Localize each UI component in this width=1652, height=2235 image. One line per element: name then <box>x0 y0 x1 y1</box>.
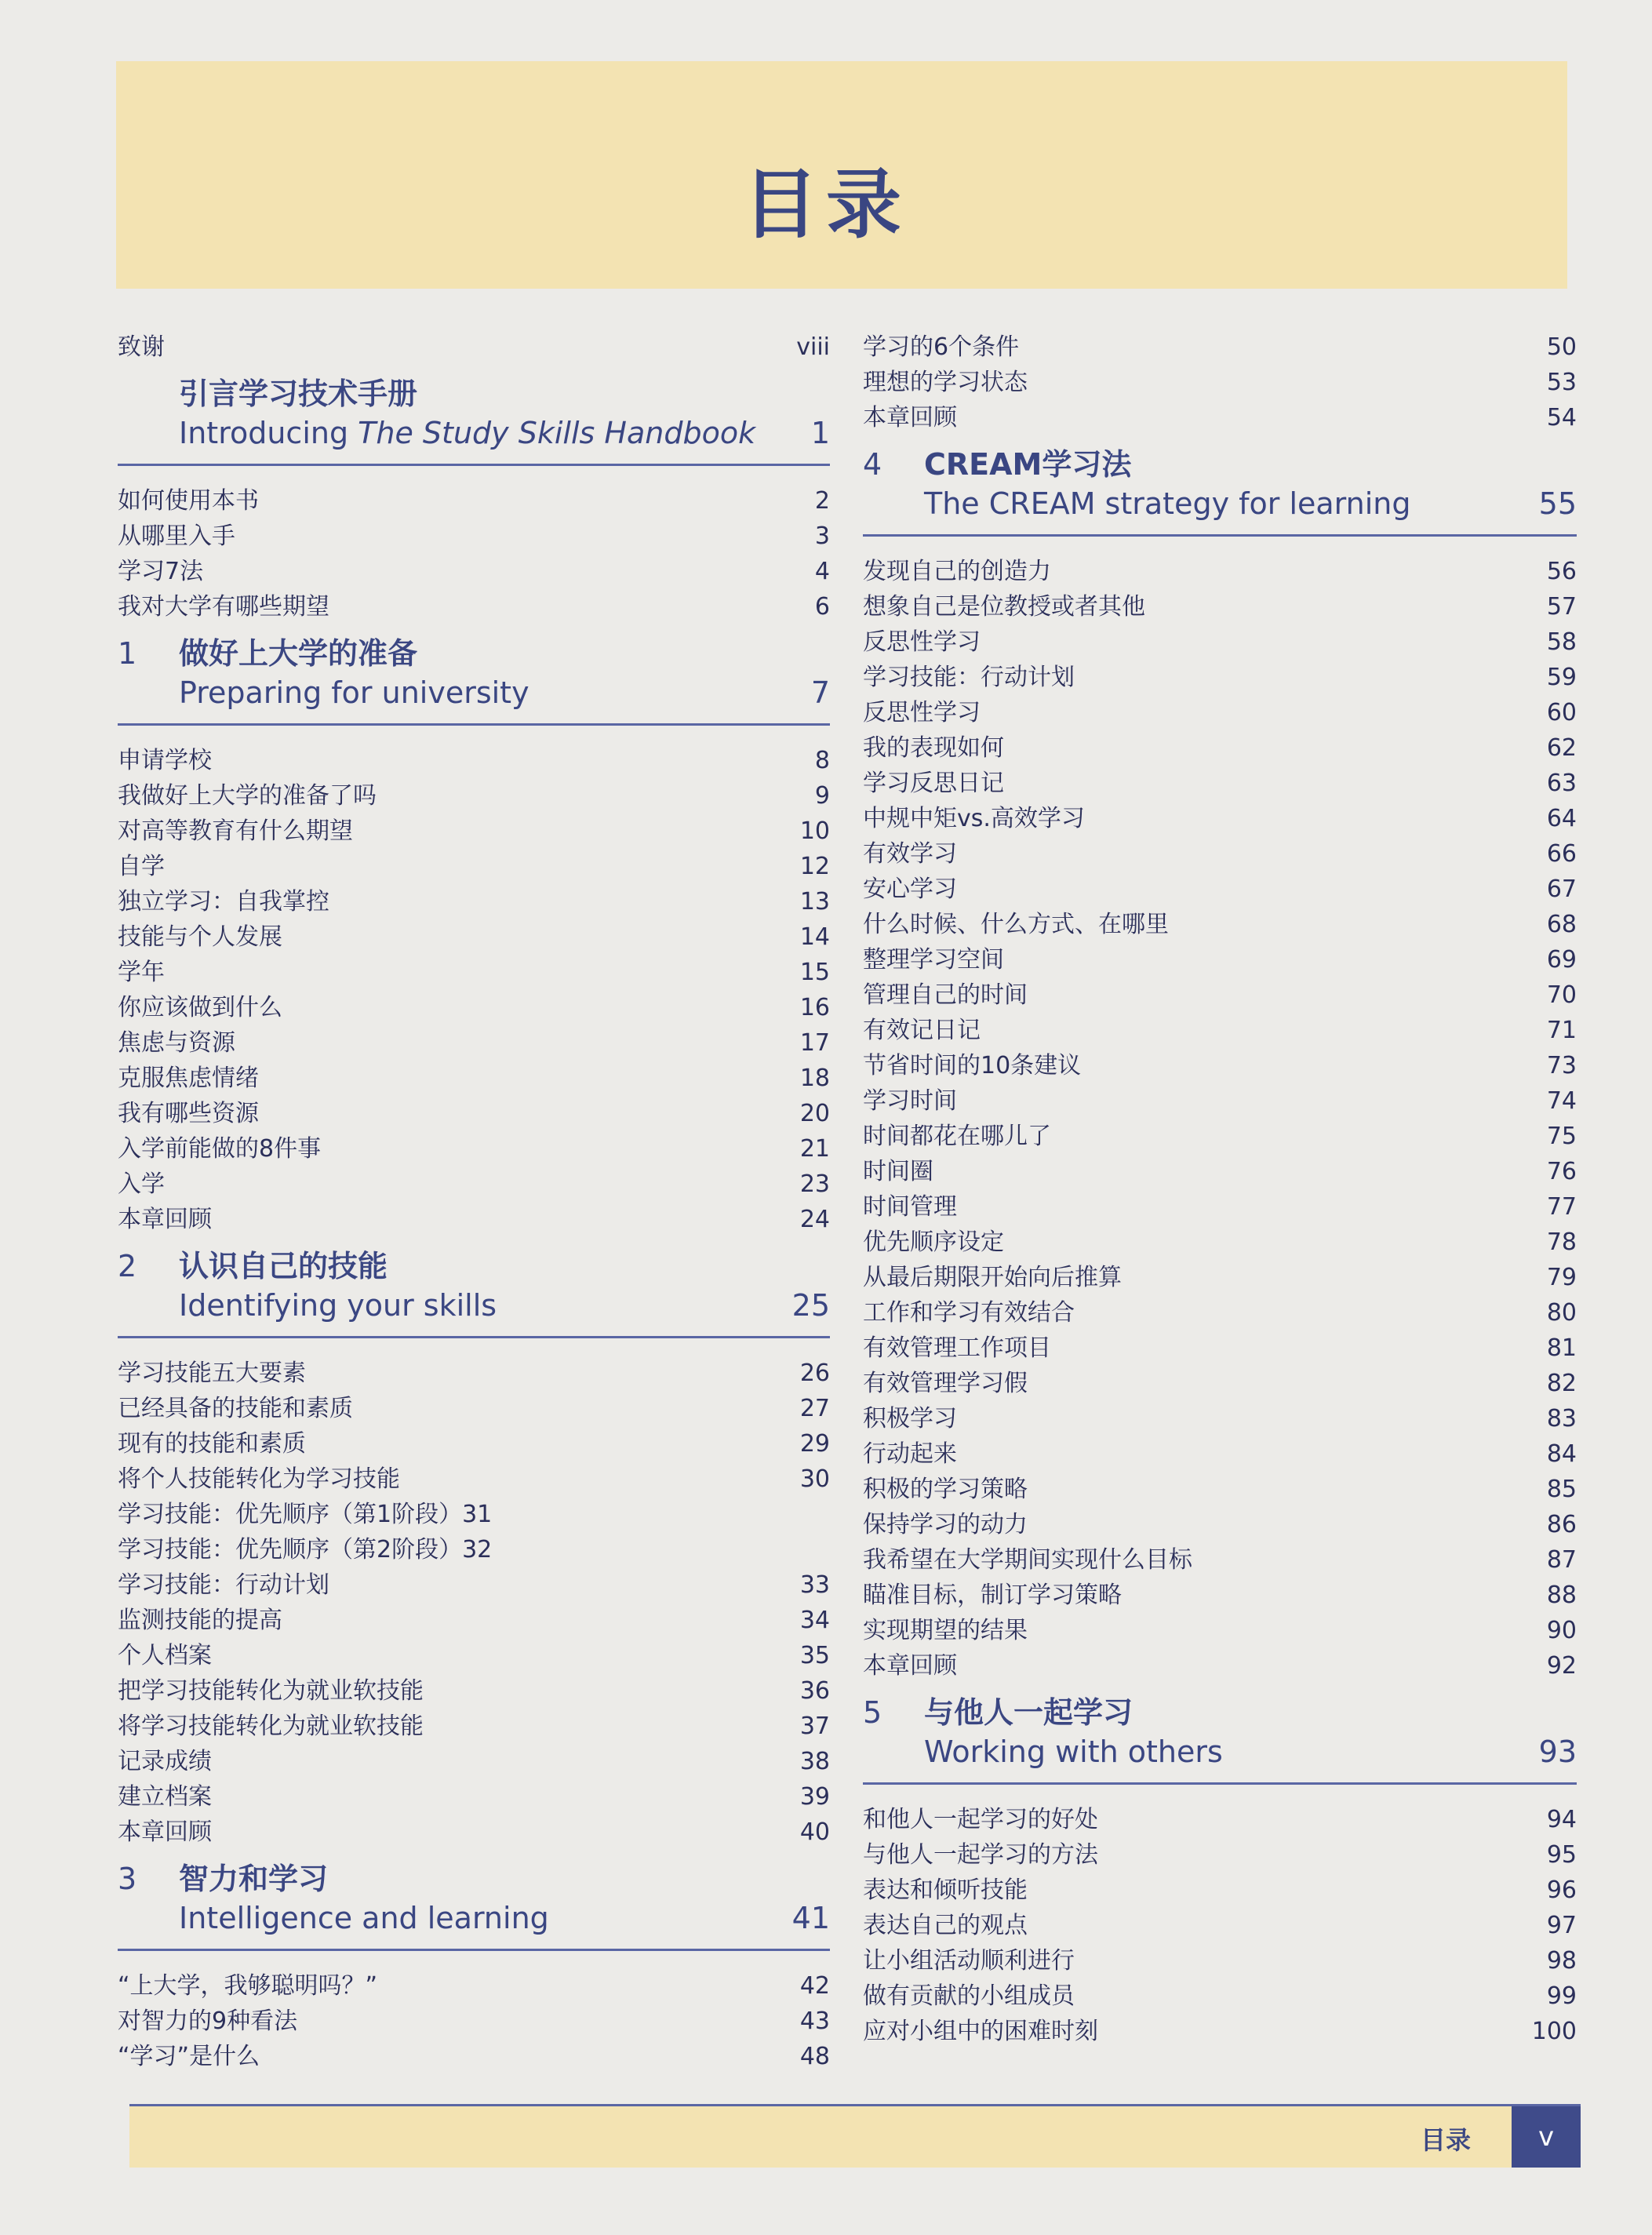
toc-entry: 本章回顾 40 <box>118 1818 830 1846</box>
toc-entry: 自学 12 <box>118 853 830 880</box>
chapter-number: 1 <box>118 636 137 671</box>
toc-entry: 管理自己的时间 70 <box>863 981 1577 1009</box>
toc-entry: 应对小组中的困难时刻 100 <box>863 2018 1577 2045</box>
footer-band <box>129 2104 1581 2168</box>
toc-entry: 我对大学有哪些期望 6 <box>118 593 830 621</box>
toc-entry: 已经具备的技能和素质 27 <box>118 1395 830 1422</box>
toc-entry: 学习的6个条件 50 <box>863 333 1577 361</box>
chapter-divider <box>863 534 1577 537</box>
chapter-3-entries <box>118 1968 830 2074</box>
chapter-number: 3 <box>118 1862 137 1896</box>
toc-entry: 发现自己的创造力 56 <box>863 558 1577 585</box>
chapter-page: 7 <box>810 675 830 710</box>
toc-entry: 反思性学习 60 <box>863 699 1577 726</box>
chapter-title-cn: 做好上大学的准备 <box>179 636 418 671</box>
toc-entry: 学习反思日记 63 <box>863 770 1577 797</box>
toc-entry: 学习技能：行动计划 59 <box>863 664 1577 691</box>
intro-entries <box>118 483 830 624</box>
toc-entry: 如何使用本书 2 <box>118 487 830 515</box>
toc-entry: 有效记日记 71 <box>863 1017 1577 1044</box>
chapter-heading-2 <box>118 1247 830 1338</box>
toc-entry: “学习”是什么 48 <box>118 2043 830 2070</box>
chapter-title-en: Preparing for university <box>179 675 529 710</box>
intro-title-cn: 引言学习技术手册 <box>179 377 418 411</box>
toc-entry: 学习技能五大要素 26 <box>118 1360 830 1387</box>
chapter-1-entries <box>118 743 830 1237</box>
intro-title-en: Introducing The Study Skills Handbook <box>179 416 756 450</box>
toc-right-column <box>863 329 1577 2049</box>
toc-entry: 个人档案 35 <box>118 1642 830 1669</box>
toc-entry: 我希望在大学期间实现什么目标 87 <box>863 1546 1577 1574</box>
toc-entry: 表达和倾听技能 96 <box>863 1876 1577 1904</box>
chapter-divider <box>118 1336 830 1338</box>
chapter-4-entries <box>863 554 1577 1684</box>
toc-entry: 本章回顾 24 <box>118 1206 830 1233</box>
toc-entry: 将学习技能转化为就业软技能 37 <box>118 1713 830 1740</box>
toc-entry: 对高等教育有什么期望 10 <box>118 817 830 845</box>
chapter-title-en: The CREAM strategy for learning <box>924 486 1411 521</box>
chapter-number: 4 <box>863 447 882 482</box>
toc-entry: 我的表现如何 62 <box>863 734 1577 762</box>
chapter-title-cn: 智力和学习 <box>179 1862 329 1896</box>
toc-entry: 入学前能做的8件事 21 <box>118 1135 830 1163</box>
toc-entry: 技能与个人发展 14 <box>118 923 830 951</box>
toc-entry: 积极学习 83 <box>863 1405 1577 1432</box>
toc-entry: 从哪里入手 3 <box>118 522 830 550</box>
toc-entry: 什么时候、什么方式、在哪里 68 <box>863 911 1577 938</box>
chapter-title-cn: 认识自己的技能 <box>179 1249 388 1283</box>
toc-entry: 有效管理工作项目 81 <box>863 1334 1577 1362</box>
toc-entry: 中规中矩vs.高效学习 64 <box>863 805 1577 832</box>
chapter-heading-5 <box>863 1693 1577 1785</box>
chapter-page: 41 <box>791 1901 830 1935</box>
toc-entry: 我做好上大学的准备了吗 9 <box>118 782 830 810</box>
chapter-number: 2 <box>118 1249 137 1283</box>
toc-entry: 学习7法 4 <box>118 558 830 585</box>
toc-entry: 想象自己是位教授或者其他 57 <box>863 593 1577 621</box>
toc-entry: 学习技能：优先顺序（第1阶段）31 <box>118 1501 493 1528</box>
toc-entry: 将个人技能转化为学习技能 30 <box>118 1465 830 1493</box>
toc-entry: 安心学习 67 <box>863 875 1577 903</box>
toc-entry: 优先顺序设定 78 <box>863 1229 1577 1256</box>
toc-entry: 对智力的9种看法 43 <box>118 2007 830 2035</box>
toc-entry: 有效管理学习假 82 <box>863 1370 1577 1397</box>
page-number-box <box>1512 2106 1581 2168</box>
chapter-heading-4 <box>863 445 1577 537</box>
toc-entry: 建立档案 39 <box>118 1783 830 1811</box>
toc-entry: 有效学习 66 <box>863 840 1577 868</box>
intro-page: 1 <box>810 416 830 450</box>
toc-entry: 克服焦虑情绪 18 <box>118 1065 830 1092</box>
toc-entry: 本章回顾 54 <box>863 404 1577 431</box>
chapter-2-entries <box>118 1356 830 1850</box>
toc-entry: 行动起来 84 <box>863 1440 1577 1468</box>
toc-entry: 时间圈 76 <box>863 1158 1577 1185</box>
chapter-title-en: Identifying your skills <box>179 1288 497 1323</box>
toc-entry: 现有的技能和素质 29 <box>118 1430 830 1458</box>
toc-entry: 让小组活动顺利进行 98 <box>863 1947 1577 1975</box>
toc-entry: 保持学习的动力 86 <box>863 1511 1577 1538</box>
toc-entry: 入学 23 <box>118 1170 830 1198</box>
toc-entry: 学习时间 74 <box>863 1087 1577 1115</box>
toc-entry <box>118 329 830 365</box>
chapter-divider <box>863 1782 1577 1785</box>
chapter-title-cn: 与他人一起学习 <box>924 1695 1133 1730</box>
toc-entry: 学习技能：优先顺序（第2阶段）32 <box>118 1536 493 1563</box>
entry-label: 致谢 <box>118 333 165 361</box>
toc-entry: 表达自己的观点 97 <box>863 1912 1577 1939</box>
toc-entry: 你应该做到什么 16 <box>118 994 830 1021</box>
chapter-heading-3 <box>118 1859 830 1951</box>
toc-entry: 整理学习空间 69 <box>863 946 1577 974</box>
toc-entry: 我有哪些资源 20 <box>118 1100 830 1127</box>
chapter-number: 5 <box>863 1695 882 1730</box>
toc-entry: 焦虑与资源 17 <box>118 1029 830 1057</box>
toc-entry: 做有贡献的小组成员 99 <box>863 1982 1577 2010</box>
chapter-page: 55 <box>1538 486 1577 521</box>
chapter-title-en: Working with others <box>924 1734 1223 1769</box>
toc-entry: 学年 15 <box>118 959 830 986</box>
toc-entry: 瞄准目标，制订学习策略 88 <box>863 1582 1577 1609</box>
toc-entry: 积极的学习策略 85 <box>863 1476 1577 1503</box>
footer-section-label: 目录 <box>1420 2125 1471 2155</box>
page-number: v <box>1537 2121 1555 2153</box>
toc-entry: 独立学习：自我掌控 13 <box>118 888 830 915</box>
chapter-page: 93 <box>1538 1734 1577 1769</box>
chapter-divider <box>118 1949 830 1951</box>
toc-entry: 和他人一起学习的好处 94 <box>863 1806 1577 1833</box>
page-title: 目录 <box>743 161 909 249</box>
toc-entry: 学习技能：行动计划 33 <box>118 1571 830 1599</box>
toc-entry: 记录成绩 38 <box>118 1748 830 1775</box>
toc-entry: 工作和学习有效结合 80 <box>863 1299 1577 1327</box>
toc-entry: 申请学校 8 <box>118 747 830 774</box>
toc-entry: 与他人一起学习的方法 95 <box>863 1841 1577 1869</box>
toc-entry: “上大学，我够聪明吗？” 42 <box>118 1972 830 2000</box>
toc-entry: 反思性学习 58 <box>863 628 1577 656</box>
toc-entry: 时间管理 77 <box>863 1193 1577 1221</box>
intro-heading <box>118 374 830 466</box>
toc-entry: 监测技能的提高 34 <box>118 1607 830 1634</box>
toc-entry: 把学习技能转化为就业软技能 36 <box>118 1677 830 1705</box>
toc-entry: 节省时间的10条建议 73 <box>863 1052 1577 1079</box>
chapter-divider <box>118 723 830 726</box>
toc-entry: 时间都花在哪儿了 75 <box>863 1123 1577 1150</box>
toc-left-column <box>118 329 830 2074</box>
chapter-page: 25 <box>791 1288 830 1323</box>
entry-page: viii <box>796 333 830 361</box>
toc-entry: 本章回顾 92 <box>863 1652 1577 1680</box>
toc-entry: 从最后期限开始向后推算 79 <box>863 1264 1577 1291</box>
chapter-title-cn: CREAM学习法 <box>924 447 1132 482</box>
chapter-5-entries <box>863 1802 1577 2049</box>
toc-entry: 实现期望的结果 90 <box>863 1617 1577 1644</box>
chapter-title-en: Intelligence and learning <box>179 1901 549 1935</box>
chapter-divider <box>118 464 830 466</box>
chapter-3-continued-entries <box>863 329 1577 435</box>
toc-entry: 理想的学习状态 53 <box>863 369 1577 396</box>
chapter-heading-1 <box>118 634 830 726</box>
